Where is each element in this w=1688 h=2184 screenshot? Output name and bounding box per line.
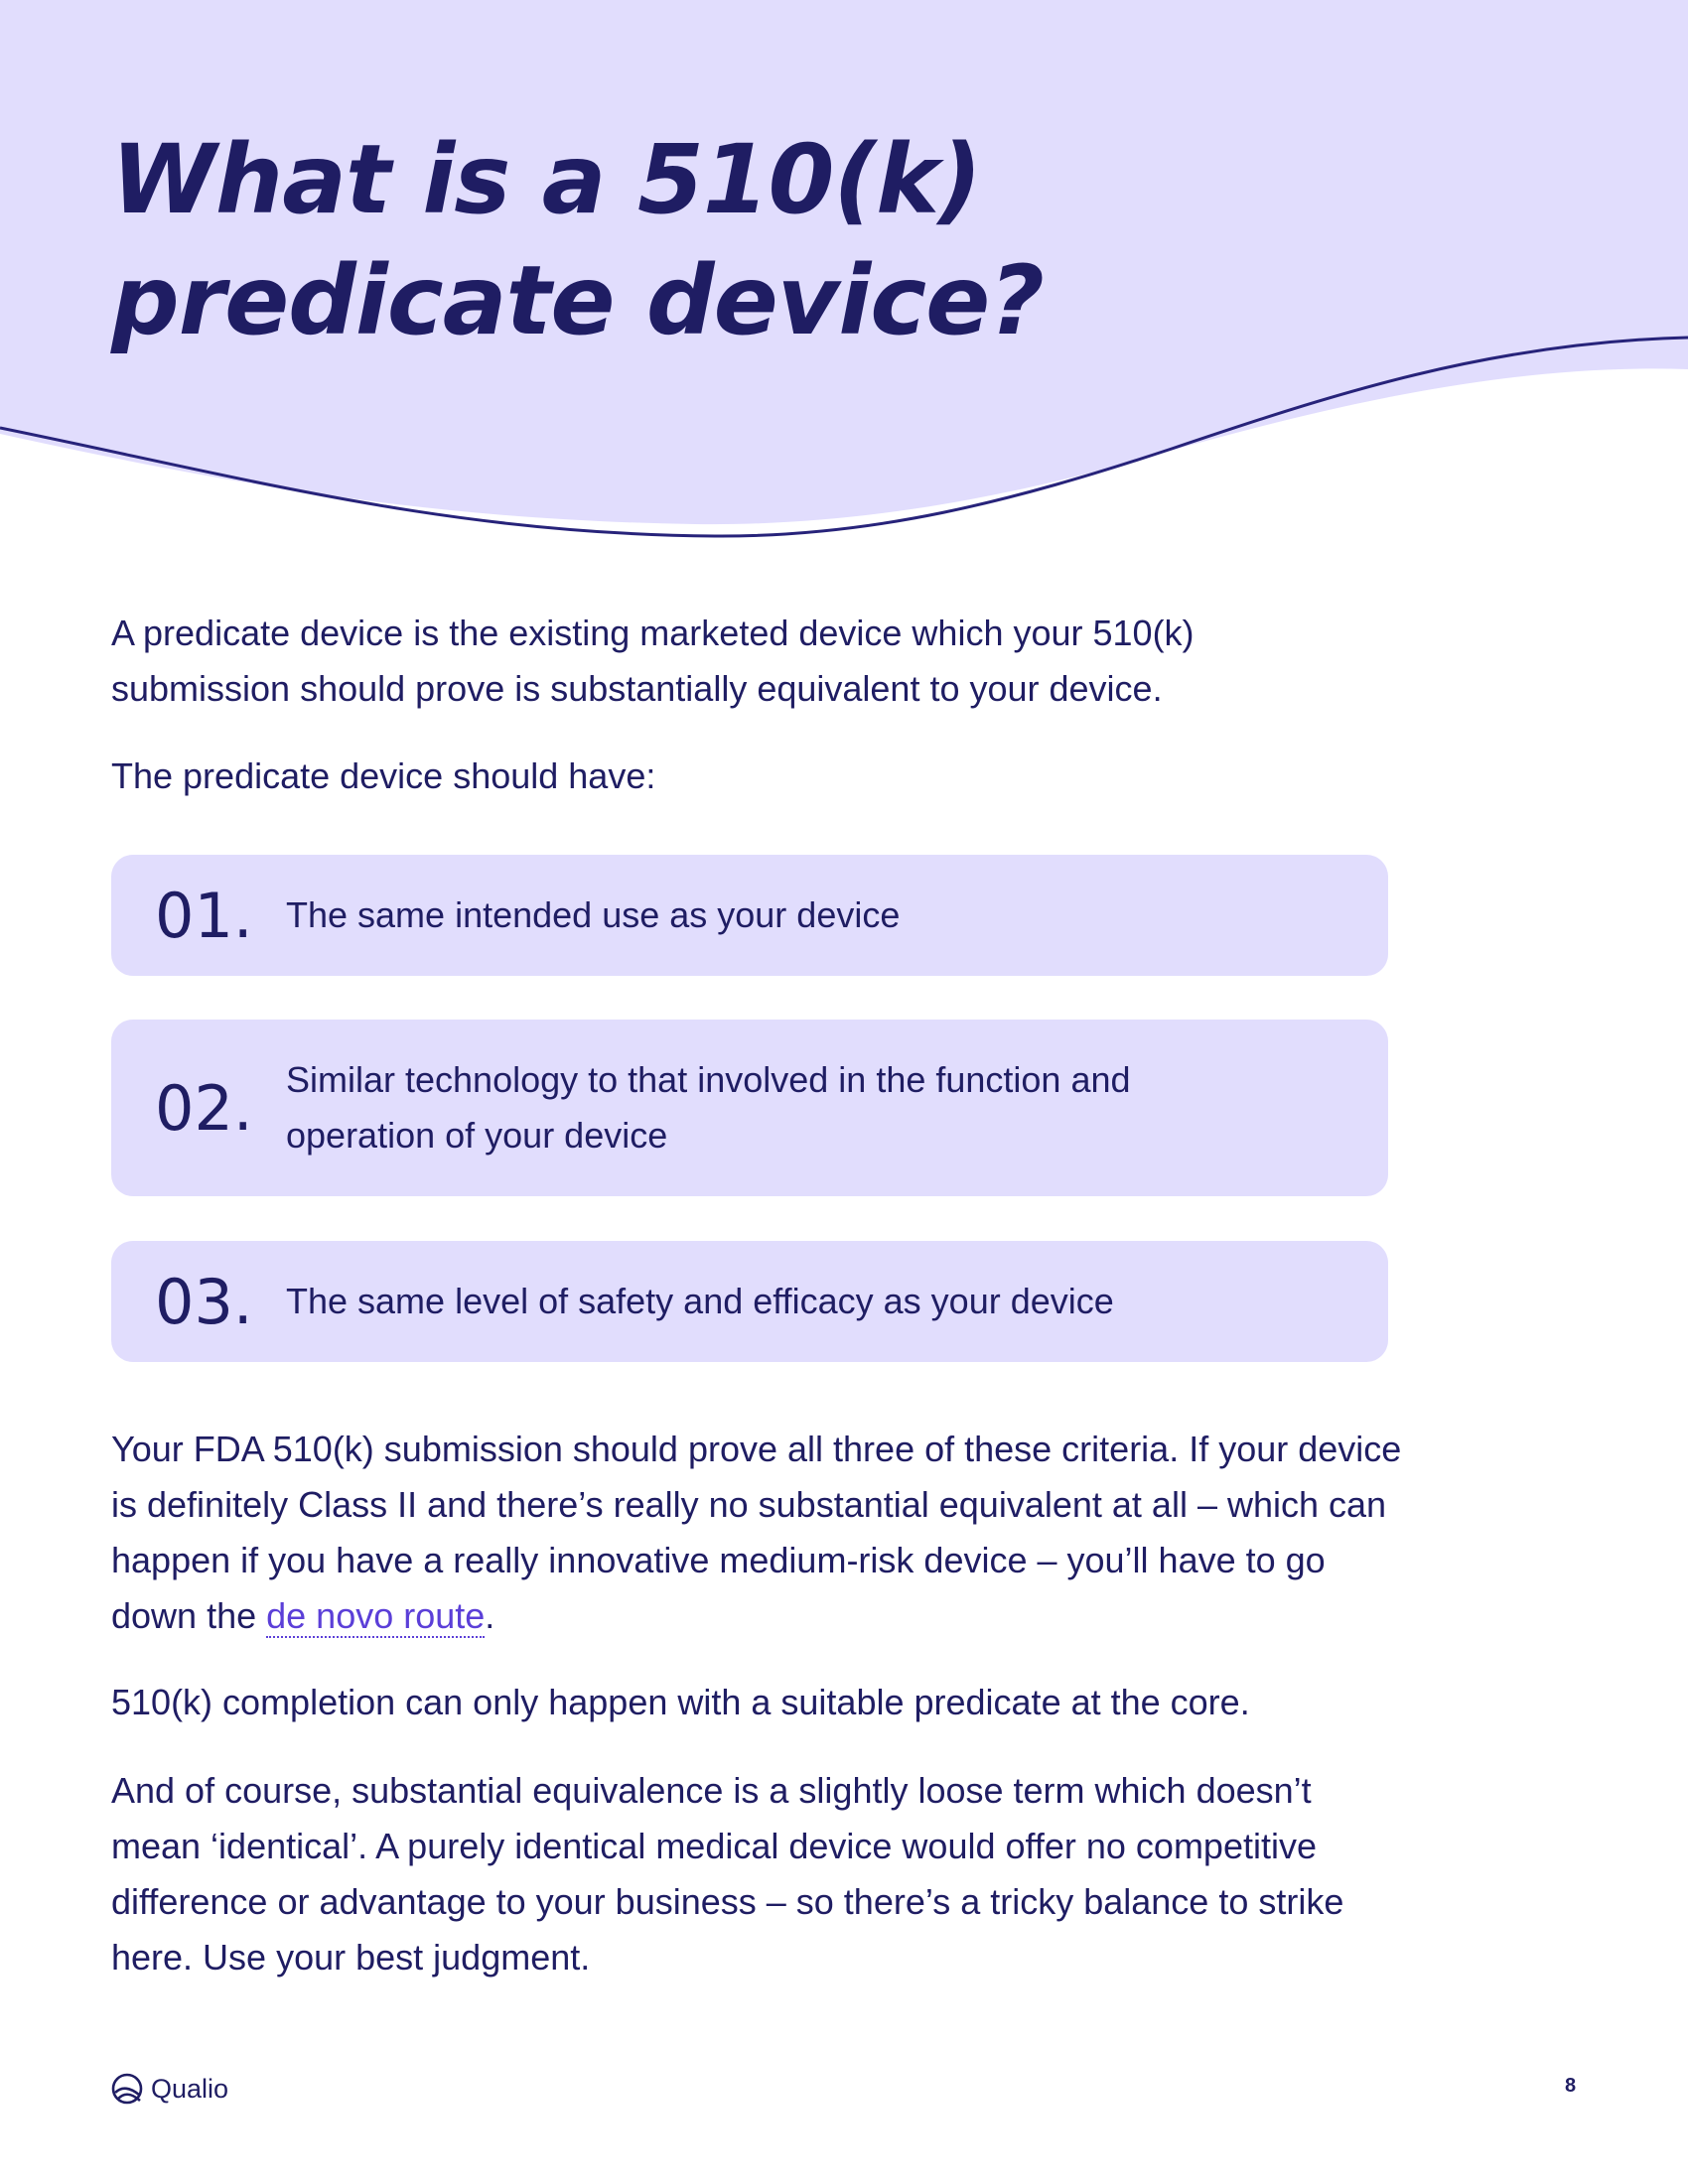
de-novo-route-link[interactable]: de novo route (266, 1595, 486, 1636)
criterion-card-1 (111, 855, 1388, 976)
criteria-intro: The predicate device should have: (111, 755, 656, 796)
intro-paragraph: A predicate device is the existing marketed device which your 510(k) submission should prove is substantially equivalent to your device. (111, 613, 1195, 709)
criterion-text: The same level of safety and efficacy as your device (286, 1281, 1114, 1321)
criterion-text: The same intended use as your device (286, 894, 901, 935)
criterion-card-2 (111, 1020, 1388, 1196)
completion-paragraph: 510(k) completion can only happen with a suitable predicate at the core. (111, 1682, 1250, 1722)
title-line-1: What is a 510(k) (111, 124, 981, 235)
footer-logo (109, 2071, 228, 2107)
title-line-2: predicate device? (111, 245, 1044, 356)
criteria-explanation-paragraph (111, 1422, 1402, 1644)
equivalence-paragraph: And of course, substantial equivalence is a slightly loose term which doesn’t mean ‘identical’. A purely identical medical device would offer no competitive difference or advantage to your business – so there’s a tricky balance to strike here. Use your best judgment. (111, 1770, 1344, 1978)
page-number: 8 (1565, 2075, 1577, 2097)
qualio-logo-icon (109, 2071, 145, 2107)
criterion-text: Similar technology to that involved in the function and operation of your device (286, 1059, 1131, 1156)
criterion-number: 01. (155, 879, 253, 952)
paragraph-end: . (485, 1595, 495, 1636)
paragraph-text: Your FDA 510(k) submission should prove all three of these criteria. If your device is definitely Class II and there’s really no substantial equivalent at all – which can happen if you have a really innovative medium-risk device – you’ll have to go down the (111, 1429, 1402, 1636)
page-title (111, 119, 1044, 361)
criterion-number: 02. (155, 1071, 253, 1145)
logo-text: Qualio (151, 2073, 229, 2104)
criterion-card-3 (111, 1241, 1388, 1362)
criterion-number: 03. (155, 1265, 253, 1338)
